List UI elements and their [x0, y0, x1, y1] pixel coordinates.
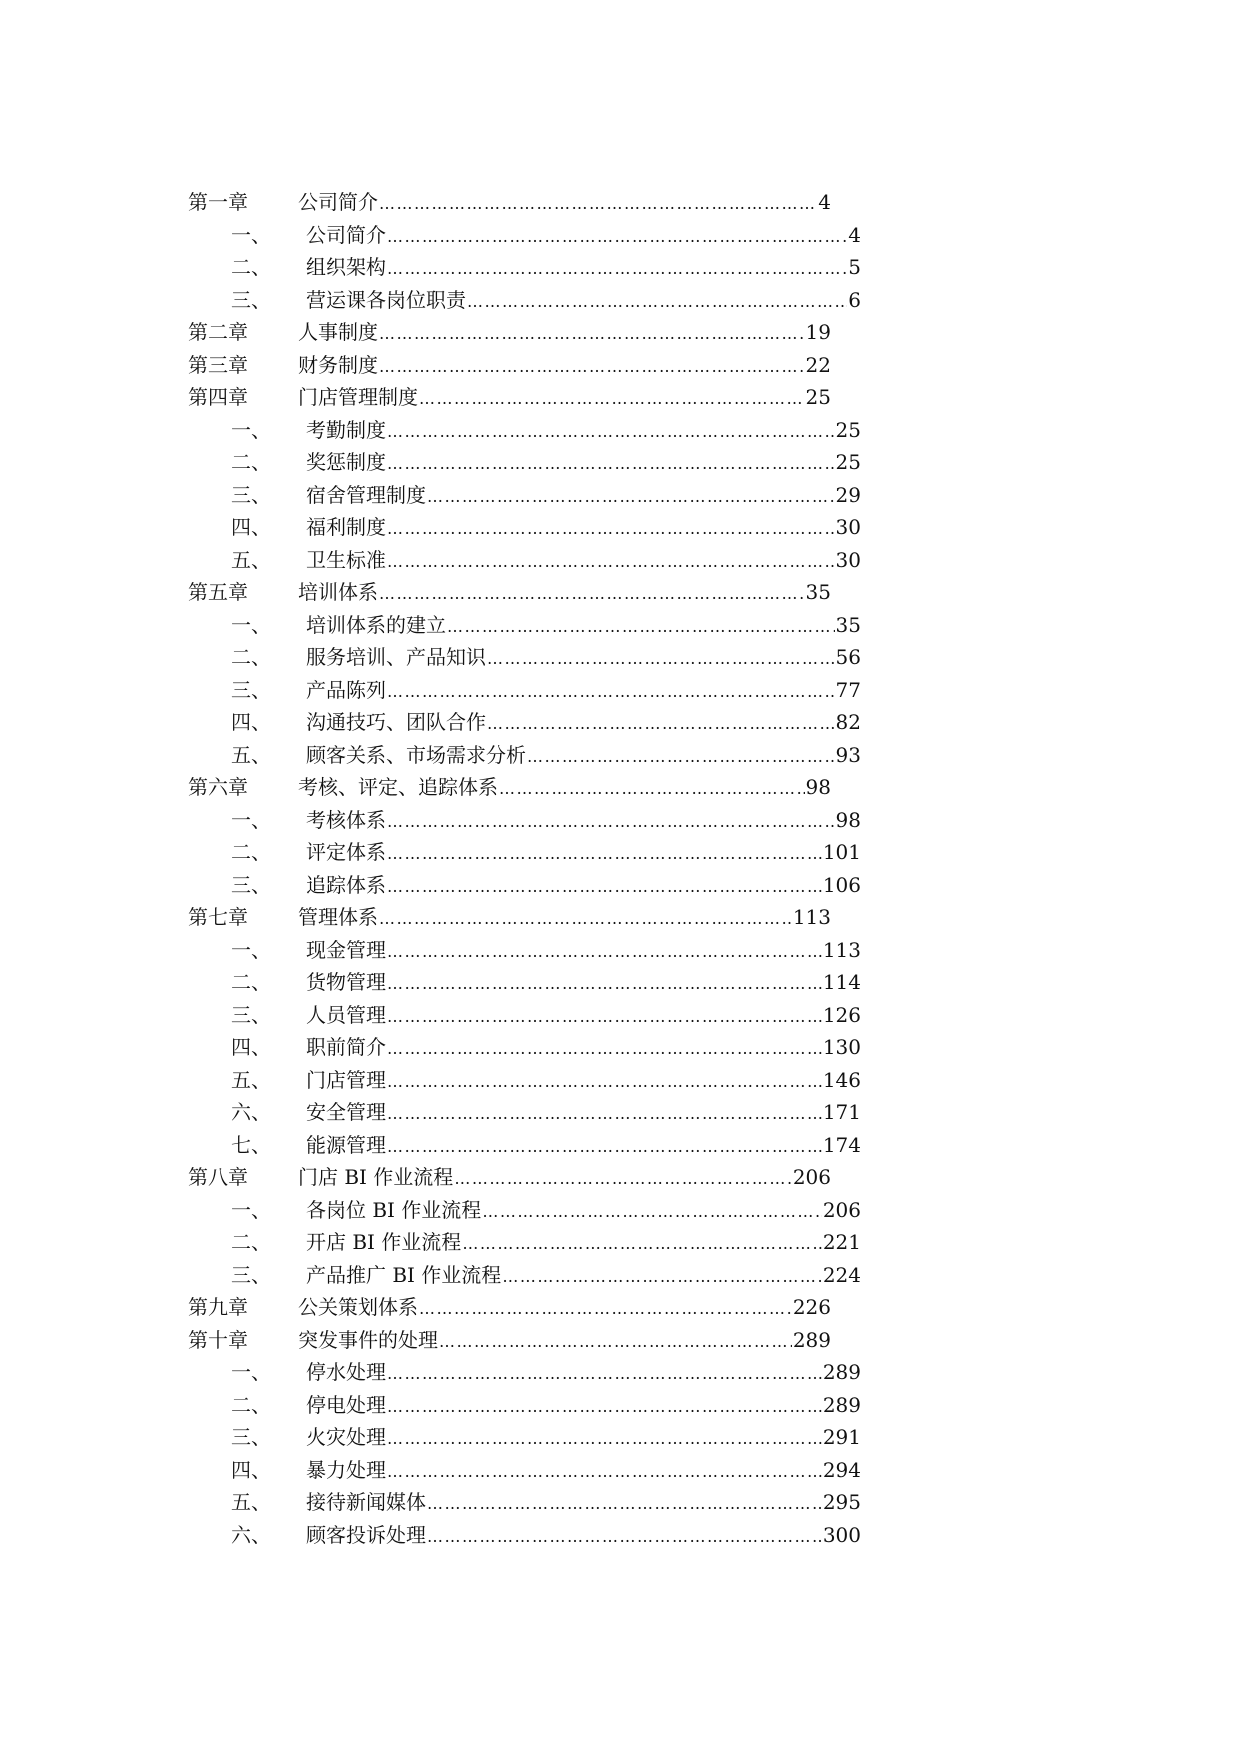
toc-entry-line: [306, 544, 861, 579]
dot-leader: [419, 1293, 792, 1326]
toc-entry-number: 二、: [231, 970, 271, 994]
toc-page-number: 30: [835, 515, 861, 539]
dot-leader: [467, 286, 847, 319]
toc-section-row[interactable]: [0, 609, 1241, 642]
toc-section-row[interactable]: [0, 1421, 1241, 1454]
toc-entry-line: [306, 1356, 861, 1391]
toc-page-number: 56: [835, 645, 861, 669]
dot-leader: [387, 968, 822, 1001]
dot-leader: [387, 1098, 822, 1131]
toc-page-number: 35: [805, 580, 831, 604]
dot-leader: [379, 351, 805, 384]
toc-entry-number: 四、: [231, 515, 271, 539]
toc-page-number: 114: [822, 970, 861, 994]
toc-entry-title: 人员管理: [306, 1002, 386, 1027]
toc-section-row[interactable]: [0, 251, 1241, 284]
toc-page-number: 146: [822, 1067, 861, 1092]
toc-page-number: 289: [822, 1392, 861, 1417]
toc-section-row[interactable]: [0, 1031, 1241, 1064]
toc-entry-number: 二、: [231, 450, 271, 474]
toc-entry-line: [306, 1064, 861, 1099]
toc-entry-title: 福利制度: [306, 515, 386, 539]
toc-page-number: 171: [822, 1100, 861, 1124]
toc-entry-line: [306, 1096, 861, 1131]
toc-entry-line: [306, 966, 861, 1001]
dot-leader: [387, 546, 835, 579]
toc-page-number: 30: [835, 547, 861, 572]
toc-entry-line: [306, 1389, 861, 1424]
toc-section-row[interactable]: [0, 1129, 1241, 1162]
toc-section-row[interactable]: [0, 934, 1241, 967]
table-of-contents: [0, 186, 1241, 1551]
toc-section-row[interactable]: [0, 511, 1241, 544]
toc-entry-title: 卫生标准: [306, 547, 386, 572]
dot-leader: [427, 1488, 822, 1521]
toc-chapter-row[interactable]: [0, 186, 1241, 219]
dot-leader: [439, 1326, 792, 1359]
toc-section-row[interactable]: [0, 869, 1241, 902]
toc-entry-title: 考勤制度: [306, 417, 386, 442]
toc-entry-line: [306, 1194, 861, 1229]
toc-entry-line: [306, 479, 861, 514]
dot-leader: [379, 188, 817, 221]
toc-entry-line: [298, 381, 831, 416]
toc-entry-number: 四、: [231, 1457, 271, 1482]
toc-page-number: 221: [822, 1230, 861, 1254]
toc-chapter-row[interactable]: [0, 316, 1241, 349]
toc-section-row[interactable]: [0, 999, 1241, 1032]
toc-entry-number: 五、: [231, 1490, 271, 1514]
toc-entry-number: 二、: [231, 1230, 271, 1254]
toc-section-row[interactable]: [0, 641, 1241, 674]
toc-entry-number: 一、: [231, 417, 271, 442]
toc-entry-line: [306, 674, 861, 709]
toc-section-row[interactable]: [0, 674, 1241, 707]
toc-section-row[interactable]: [0, 544, 1241, 577]
toc-chapter-row[interactable]: [0, 1161, 1241, 1194]
toc-entry-number: 三、: [231, 1425, 271, 1449]
toc-entry-line: [298, 1324, 831, 1359]
toc-entry-line: [306, 1129, 861, 1164]
toc-page-number: 93: [835, 742, 861, 767]
toc-chapter-row[interactable]: [0, 1291, 1241, 1324]
toc-section-row[interactable]: [0, 414, 1241, 447]
toc-section-row[interactable]: [0, 739, 1241, 772]
toc-entry-line: [298, 316, 831, 351]
toc-entry-number: 五、: [231, 742, 271, 767]
toc-section-row[interactable]: [0, 219, 1241, 252]
dot-leader: [387, 1066, 822, 1099]
toc-section-row[interactable]: [0, 1356, 1241, 1389]
toc-entry-title: 顾客关系、市场需求分析: [306, 742, 526, 767]
dot-leader: [387, 1456, 822, 1489]
toc-section-row[interactable]: [0, 1064, 1241, 1097]
toc-entry-line: [306, 511, 861, 546]
dot-leader: [387, 676, 835, 709]
toc-entry-line: [306, 1454, 861, 1489]
toc-entry-number: 七、: [231, 1132, 271, 1157]
toc-chapter-row[interactable]: [0, 576, 1241, 609]
dot-leader: [387, 253, 847, 286]
toc-page-number: 289: [792, 1327, 831, 1352]
toc-entry-line: [298, 1291, 831, 1326]
dot-leader: [387, 1131, 822, 1164]
toc-page-number: 25: [805, 385, 831, 409]
toc-entry-title: 财务制度: [298, 352, 378, 377]
toc-section-row[interactable]: [0, 1259, 1241, 1292]
toc-entry-line: [306, 1486, 861, 1521]
toc-entry-title: 产品陈列: [306, 677, 386, 702]
dot-leader: [387, 1391, 822, 1424]
toc-page-number: 130: [822, 1035, 861, 1059]
toc-section-row[interactable]: [0, 836, 1241, 869]
toc-entry-line: [306, 804, 861, 839]
toc-entry-title: 培训体系的建立: [306, 612, 446, 637]
dot-leader: [387, 838, 822, 871]
toc-entry-number: 五、: [231, 547, 271, 572]
toc-entry-title: 公司简介: [298, 190, 378, 214]
toc-page-number: 6: [848, 287, 861, 312]
toc-entry-title: 突发事件的处理: [298, 1327, 438, 1352]
toc-entry-title: 门店 BI 作业流程: [298, 1165, 454, 1189]
toc-entry-line: [306, 609, 861, 644]
toc-section-row[interactable]: [0, 1226, 1241, 1259]
toc-page-number: 77: [835, 677, 861, 702]
toc-page-number: 174: [822, 1132, 861, 1157]
toc-page-number: 19: [805, 320, 831, 344]
toc-entry-line: [306, 1226, 861, 1261]
toc-section-row[interactable]: [0, 966, 1241, 999]
toc-entry-line: [306, 836, 861, 871]
dot-leader: [387, 416, 835, 449]
toc-entry-line: [306, 251, 861, 286]
toc-entry-number: 一、: [231, 807, 271, 832]
toc-chapter-row[interactable]: [0, 349, 1241, 382]
dot-leader: [419, 383, 805, 416]
toc-entry-number: 一、: [231, 222, 271, 247]
toc-entry-number: 一、: [231, 1197, 271, 1222]
toc-entry-title: 营运课各岗位职责: [306, 287, 466, 312]
toc-entry-line: [306, 739, 861, 774]
toc-entry-title: 沟通技巧、团队合作: [306, 710, 486, 734]
dot-leader: [387, 221, 847, 254]
toc-entry-line: [298, 576, 831, 611]
toc-entry-line: [306, 1259, 861, 1294]
toc-entry-title: 宿舍管理制度: [306, 482, 426, 507]
dot-leader: [387, 871, 822, 904]
toc-page-number: 294: [822, 1457, 861, 1482]
toc-entry-line: [306, 219, 861, 254]
dot-leader: [447, 611, 835, 644]
toc-entry-number: 第二章: [188, 320, 248, 344]
toc-page-number: 291: [822, 1425, 861, 1449]
dot-leader: [387, 1033, 822, 1066]
toc-entry-title: 开店 BI 作业流程: [306, 1230, 462, 1254]
dot-leader: [427, 481, 835, 514]
dot-leader: [527, 741, 835, 774]
dot-leader: [462, 1228, 822, 1261]
toc-entry-number: 三、: [231, 1262, 271, 1287]
toc-entry-title: 评定体系: [306, 840, 386, 864]
toc-entry-title: 门店管理: [306, 1067, 386, 1092]
toc-chapter-row[interactable]: [0, 1324, 1241, 1357]
dot-leader: [454, 1163, 792, 1196]
toc-entry-title: 考核体系: [306, 807, 386, 832]
toc-entry-title: 门店管理制度: [298, 385, 418, 409]
toc-entry-title: 人事制度: [298, 320, 378, 344]
toc-page-number: 4: [848, 222, 861, 247]
toc-entry-line: [306, 706, 861, 741]
toc-page-number: 113: [792, 905, 831, 929]
toc-page-number: 206: [792, 1165, 831, 1189]
toc-entry-number: 六、: [231, 1522, 271, 1547]
toc-page-number: 289: [822, 1360, 861, 1384]
dot-leader: [387, 448, 835, 481]
dot-leader: [379, 578, 805, 611]
toc-entry-number: 六、: [231, 1100, 271, 1124]
toc-page-number: 98: [835, 807, 861, 832]
toc-entry-number: 三、: [231, 677, 271, 702]
toc-entry-line: [298, 901, 831, 936]
toc-entry-title: 考核、评定、追踪体系: [298, 775, 498, 799]
toc-entry-number: 三、: [231, 1002, 271, 1027]
toc-page-number: 4: [818, 190, 831, 214]
toc-entry-number: 二、: [231, 840, 271, 864]
dot-leader: [379, 318, 805, 351]
toc-entry-line: [298, 186, 831, 221]
toc-entry-title: 能源管理: [306, 1132, 386, 1157]
toc-entry-title: 停水处理: [306, 1360, 386, 1384]
toc-entry-title: 管理体系: [298, 905, 378, 929]
toc-entry-line: [306, 414, 861, 449]
toc-page-number: 25: [835, 450, 861, 474]
toc-entry-line: [306, 1421, 861, 1456]
toc-entry-title: 组织架构: [306, 255, 386, 279]
toc-entry-number: 第八章: [188, 1165, 248, 1189]
toc-entry-title: 货物管理: [306, 970, 386, 994]
toc-section-row[interactable]: [0, 706, 1241, 739]
toc-section-row[interactable]: [0, 1454, 1241, 1487]
toc-chapter-row[interactable]: [0, 771, 1241, 804]
toc-page-number: 5: [848, 255, 861, 279]
dot-leader: [387, 1358, 822, 1391]
toc-entry-number: 第四章: [188, 385, 248, 409]
toc-page-number: 206: [822, 1197, 861, 1222]
toc-section-row[interactable]: [0, 1096, 1241, 1129]
toc-page-number: 106: [822, 872, 861, 897]
toc-entry-title: 各岗位 BI 作业流程: [306, 1197, 482, 1222]
dot-leader: [387, 513, 835, 546]
toc-entry-title: 职前简介: [306, 1035, 386, 1059]
dot-leader: [387, 1001, 822, 1034]
toc-entry-number: 第十章: [188, 1327, 248, 1352]
toc-section-row[interactable]: [0, 1194, 1241, 1227]
dot-leader: [387, 1423, 822, 1456]
dot-leader: [487, 708, 835, 741]
toc-entry-number: 第三章: [188, 352, 248, 377]
toc-entry-number: 三、: [231, 287, 271, 312]
toc-entry-title: 接待新闻媒体: [306, 1490, 426, 1514]
toc-section-row[interactable]: [0, 1486, 1241, 1519]
toc-entry-title: 培训体系: [298, 580, 378, 604]
toc-section-row[interactable]: [0, 1519, 1241, 1552]
toc-page-number: 22: [805, 352, 831, 377]
toc-entry-title: 现金管理: [306, 937, 386, 962]
toc-entry-title: 火灾处理: [306, 1425, 386, 1449]
toc-entry-line: [306, 284, 861, 319]
toc-page-number: 226: [792, 1295, 831, 1319]
toc-section-row[interactable]: [0, 284, 1241, 317]
toc-entry-line: [306, 1031, 861, 1066]
toc-entry-line: [306, 446, 861, 481]
toc-chapter-row[interactable]: [0, 381, 1241, 414]
toc-entry-title: 奖惩制度: [306, 450, 386, 474]
toc-entry-title: 停电处理: [306, 1392, 386, 1417]
toc-chapter-row[interactable]: [0, 901, 1241, 934]
toc-section-row[interactable]: [0, 479, 1241, 512]
toc-entry-title: 公关策划体系: [298, 1295, 418, 1319]
toc-entry-number: 二、: [231, 255, 271, 279]
toc-page-number: 295: [822, 1490, 861, 1514]
toc-page-number: 25: [835, 417, 861, 442]
toc-page-number: 126: [822, 1002, 861, 1027]
dot-leader: [379, 903, 792, 936]
toc-entry-number: 二、: [231, 1392, 271, 1417]
toc-section-row[interactable]: [0, 1389, 1241, 1422]
dot-leader: [482, 1196, 822, 1229]
toc-entry-line: [306, 999, 861, 1034]
toc-entry-line: [306, 934, 861, 969]
toc-entry-title: 公司简介: [306, 222, 386, 247]
toc-entry-number: 第五章: [188, 580, 248, 604]
dot-leader: [387, 806, 835, 839]
toc-entry-title: 安全管理: [306, 1100, 386, 1124]
toc-entry-line: [306, 641, 861, 676]
toc-page-number: 82: [835, 710, 861, 734]
toc-page-number: 224: [822, 1262, 861, 1287]
toc-entry-number: 第一章: [188, 190, 248, 214]
toc-entry-number: 一、: [231, 1360, 271, 1384]
toc-section-row[interactable]: [0, 804, 1241, 837]
toc-entry-number: 二、: [231, 645, 271, 669]
toc-page-number: 98: [805, 775, 831, 799]
toc-entry-title: 服务培训、产品知识: [306, 645, 486, 669]
toc-page-number: 29: [835, 482, 861, 507]
toc-page-number: 113: [822, 937, 861, 962]
toc-entry-number: 四、: [231, 1035, 271, 1059]
toc-entry-number: 三、: [231, 872, 271, 897]
toc-entry-number: 第六章: [188, 775, 248, 799]
toc-entry-line: [298, 1161, 831, 1196]
dot-leader: [387, 936, 822, 969]
toc-entry-number: 第七章: [188, 905, 248, 929]
toc-entry-title: 产品推广 BI 作业流程: [306, 1262, 502, 1287]
toc-entry-number: 一、: [231, 612, 271, 637]
dot-leader: [487, 643, 835, 676]
toc-entry-line: [298, 349, 831, 384]
toc-entry-title: 追踪体系: [306, 872, 386, 897]
toc-entry-number: 三、: [231, 482, 271, 507]
dot-leader: [499, 773, 805, 806]
toc-page-number: 35: [835, 612, 861, 637]
toc-entry-number: 五、: [231, 1067, 271, 1092]
toc-entry-title: 顾客投诉处理: [306, 1522, 426, 1547]
dot-leader: [502, 1261, 822, 1294]
toc-section-row[interactable]: [0, 446, 1241, 479]
toc-page-number: 101: [822, 840, 861, 864]
toc-entry-line: [298, 771, 831, 806]
toc-entry-number: 第九章: [188, 1295, 248, 1319]
toc-entry-line: [306, 869, 861, 904]
toc-entry-line: [306, 1519, 861, 1554]
dot-leader: [427, 1521, 822, 1554]
toc-page-number: 300: [822, 1522, 861, 1547]
toc-entry-number: 一、: [231, 937, 271, 962]
toc-entry-number: 四、: [231, 710, 271, 734]
toc-entry-title: 暴力处理: [306, 1457, 386, 1482]
